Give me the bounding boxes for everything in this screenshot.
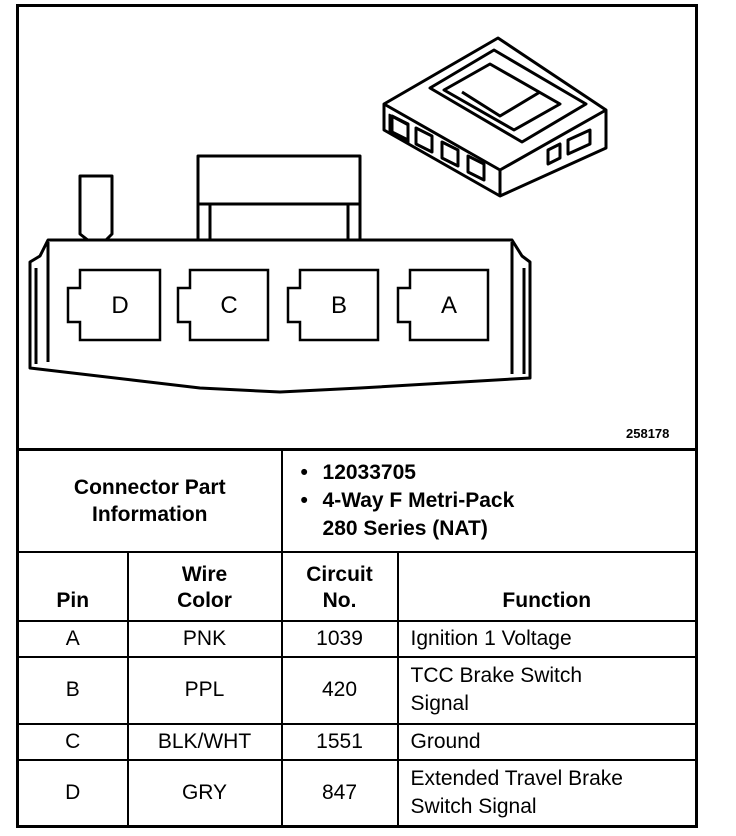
- connector-info-row: [18, 450, 697, 553]
- connector-front-view: [30, 156, 530, 392]
- wire-color-cell: GRY: [128, 760, 282, 827]
- cavity-label-d: D: [111, 292, 129, 319]
- function-cell: Ground: [398, 724, 697, 760]
- circuit-cell: 1551: [282, 724, 398, 760]
- circuit-cell: 420: [282, 657, 398, 724]
- header-wire-color: Wire Color: [128, 552, 282, 621]
- header-pin: Pin: [18, 552, 128, 621]
- wire-color-cell: PPL: [128, 657, 282, 724]
- cavity-label-c: C: [220, 292, 238, 319]
- pin-cell: A: [18, 621, 128, 657]
- function-cell: Extended Travel Brake Switch Signal: [398, 760, 697, 827]
- cavity-label-b: B: [330, 292, 348, 319]
- connector-description-line1: • 4-Way F Metri-Pack: [323, 487, 695, 515]
- figure-id: 258178: [626, 426, 670, 441]
- column-header-row: [18, 552, 697, 621]
- cavity-label-a: A: [440, 292, 458, 319]
- header-circuit-no: Circuit No.: [282, 552, 398, 621]
- connector-table: [16, 448, 698, 828]
- wire-color-cell: BLK/WHT: [128, 724, 282, 760]
- connector-info-values: [282, 450, 697, 553]
- circuit-cell: 847: [282, 760, 398, 827]
- table-row: [18, 621, 697, 657]
- pin-cell: B: [18, 657, 128, 724]
- function-cell: Ignition 1 Voltage: [398, 621, 697, 657]
- table-row: [18, 760, 697, 827]
- pin-cell: D: [18, 760, 128, 827]
- part-number: • 12033705: [323, 459, 695, 487]
- connector-description-line2: 280 Series (NAT): [322, 517, 488, 541]
- function-cell: TCC Brake Switch Signal: [398, 657, 697, 724]
- connector-3d-view: [384, 38, 606, 196]
- circuit-cell: 1039: [282, 621, 398, 657]
- connector-info-label: Connector Part Information: [18, 450, 282, 553]
- wire-color-cell: PNK: [128, 621, 282, 657]
- table-row: [18, 657, 697, 724]
- header-function: Function: [398, 552, 697, 621]
- table-row: [18, 724, 697, 760]
- pin-cell: C: [18, 724, 128, 760]
